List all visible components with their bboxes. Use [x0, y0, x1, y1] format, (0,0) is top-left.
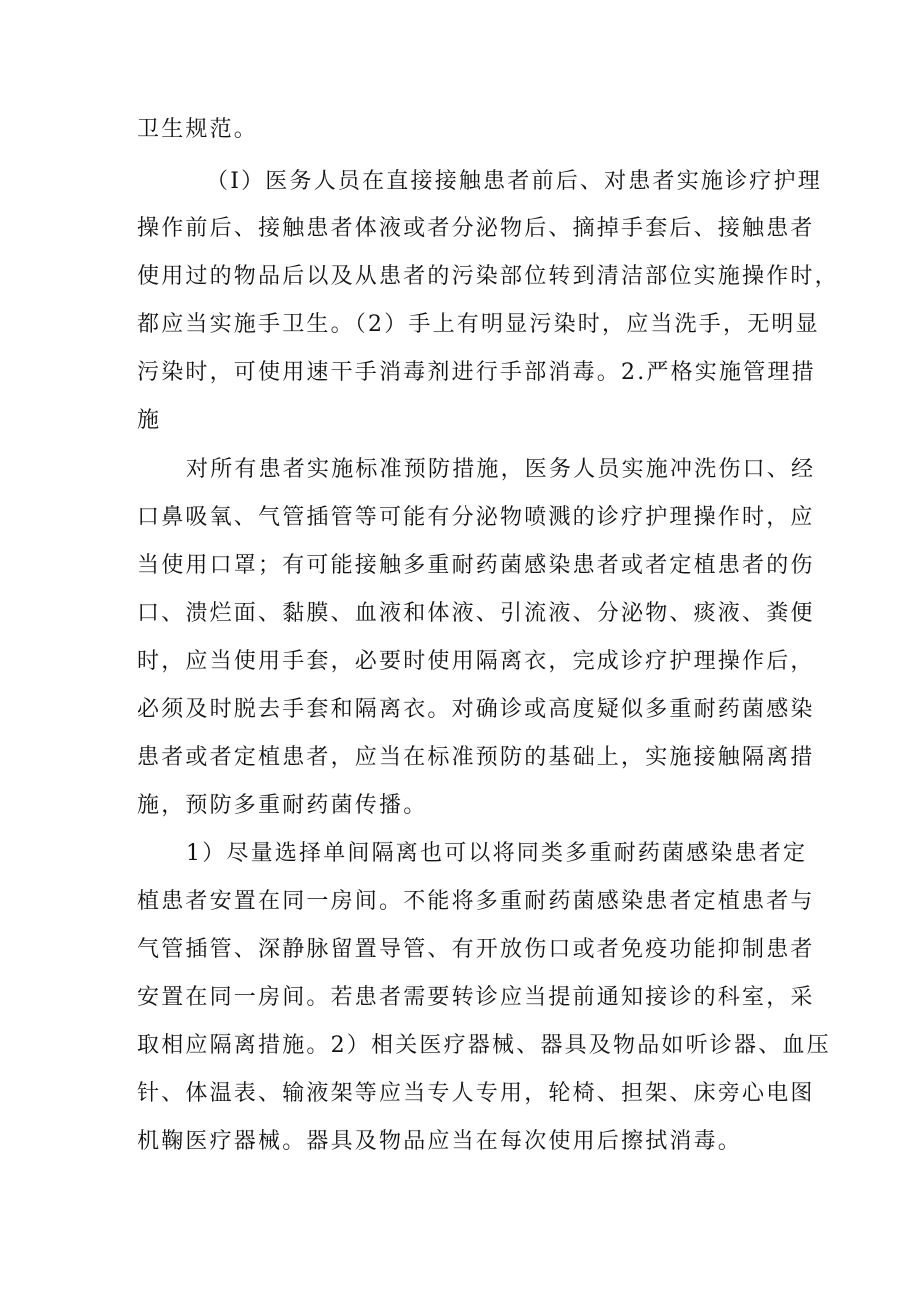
- text-line: 口、溃烂面、黏膜、血液和体液、引流液、分泌物、痰液、粪便: [137, 601, 815, 626]
- text-line: （I）医务人员在直接接触患者前后、对患者实施诊疗护理: [206, 169, 822, 194]
- text-line: 必须及时脱去手套和隔离衣。对确诊或高度疑似多重耐药菌感染: [137, 697, 815, 722]
- text-line: 对所有患者实施标准预防措施，医务人员实施冲洗伤口、经: [186, 457, 816, 482]
- text-line: 植患者安置在同一房间。不能将多重耐药菌感染患者定植患者与: [137, 889, 815, 914]
- text-line: 机鞠医疗器械。器具及物品应当在每次使用后擦拭消毒。: [137, 1129, 743, 1154]
- text-line: 卫生规范。: [137, 117, 259, 142]
- text-line: 操作前后、接触患者体液或者分泌物后、摘掉手套后、接触患者: [137, 216, 815, 241]
- text-line: 1）尽量选择单间隔离也可以将同类多重耐药菌感染患者定: [186, 841, 808, 866]
- text-line: 安置在同一房间。若患者需要转诊应当提前通知接诊的科室，采: [137, 985, 815, 1010]
- text-line: 时，应当使用手套，必要时使用隔离衣，完成诊疗护理操作后，: [137, 649, 815, 674]
- text-line: 针、体温表、输液架等应当专人专用，轮椅、担架、床旁心电图: [137, 1081, 815, 1106]
- text-line: 施，预防多重耐药菌传播。: [137, 793, 428, 818]
- text-line: 使用过的物品后以及从患者的污染部位转到清洁部位实施操作时，: [137, 264, 839, 289]
- text-line: 患者或者定植患者，应当在标准预防的基础上，实施接触隔离措: [137, 745, 815, 770]
- text-line: 都应当实施手卫生。（2）手上有明显污染时，应当洗手，无明显: [137, 312, 820, 337]
- text-line: 气管插管、深静脉留置导管、有开放伤口或者免疫功能抑制患者: [137, 937, 815, 962]
- text-line: 污染时，可使用速干手消毒剂进行手部消毒。2.严格实施管理措: [137, 360, 816, 385]
- text-line: 当使用口罩；有可能接触多重耐药菌感染患者或者定植患者的伤: [137, 553, 815, 578]
- text-line: 口鼻吸氧、气管插管等可能有分泌物喷溅的诊疗护理操作时，应: [137, 505, 815, 530]
- text-line: 取相应隔离措施。2）相关医疗器械、器具及物品如听诊器、血压: [137, 1033, 831, 1058]
- text-line: 施: [137, 408, 162, 433]
